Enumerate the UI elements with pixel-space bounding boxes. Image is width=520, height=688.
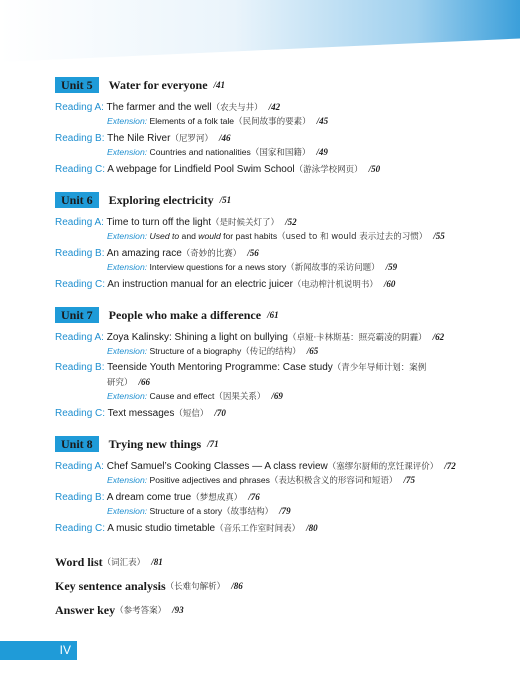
page-reference: /66 xyxy=(138,377,151,387)
extension-label: Extension: xyxy=(107,262,148,272)
page-reference: /93 xyxy=(172,605,184,615)
chinese-translation: （是时候关灯了） xyxy=(211,218,280,228)
chinese-translation: （电动榨汁机说明书） xyxy=(292,280,378,290)
extension-title: Positive adjectives and phrases xyxy=(149,475,270,485)
reading-title: Text messages xyxy=(107,408,175,419)
extension-entry xyxy=(55,261,505,275)
chinese-translation: （塞缪尔厨师的烹饪课评价） xyxy=(327,462,439,472)
unit-title: Water for everyone xyxy=(108,77,208,92)
reading-title: Zoya Kalinsky: Shining a light on bullying xyxy=(106,332,288,343)
reading-label: Reading C: xyxy=(55,408,106,419)
chinese-translation: （奇妙的比赛） xyxy=(181,249,242,259)
appendix-entry xyxy=(55,550,505,574)
reading-label: Reading B: xyxy=(55,492,105,503)
reading-label: Reading A: xyxy=(55,332,104,343)
chinese-translation: （民间故事的要素） xyxy=(234,117,311,127)
extension-title: Elements of a folk tale xyxy=(149,116,235,126)
chinese-translation: （used to 和 would 表示过去的习惯） xyxy=(277,232,428,242)
page-reference: /45 xyxy=(316,116,329,126)
reading-entry xyxy=(55,131,505,146)
chinese-translation: （游泳学校网页） xyxy=(294,165,363,175)
unit-section xyxy=(55,191,505,292)
table-of-contents xyxy=(55,76,505,622)
extension-title: Structure of a story xyxy=(149,506,223,516)
chinese-translation: （长难句解析） xyxy=(165,582,226,592)
chinese-translation: （梦想成真） xyxy=(191,493,243,503)
chinese-translation: （词汇表） xyxy=(102,558,146,568)
unit-section xyxy=(55,306,505,421)
reading-entry xyxy=(55,521,505,536)
extension-term: Used to xyxy=(149,231,180,241)
reading-title: Teenside Youth Mentoring Programme: Case study xyxy=(107,362,333,373)
page-number-tab xyxy=(0,641,77,660)
extension-text: and xyxy=(179,231,199,241)
page-reference: /52 xyxy=(285,217,297,227)
unit-badge: Unit 7 xyxy=(55,307,99,323)
reading-title: Chef Samuel’s Cooking Classes — A class review xyxy=(106,461,328,472)
unit-title: People who make a difference xyxy=(108,307,262,322)
page-reference: /86 xyxy=(231,581,243,591)
page-reference: /80 xyxy=(306,523,318,533)
extension-entry xyxy=(55,115,505,129)
extension-entry xyxy=(55,390,505,404)
chinese-translation: （传记的结构） xyxy=(241,347,301,357)
reading-entry xyxy=(55,459,505,474)
extension-entry xyxy=(55,230,505,244)
page-reference: /69 xyxy=(271,391,283,401)
appendix-entry xyxy=(55,574,505,598)
page-reference: /81 xyxy=(151,557,163,567)
chinese-translation: （音乐工作室时间表） xyxy=(215,524,301,534)
extension-term: would xyxy=(198,231,221,241)
reading-label: Reading A: xyxy=(55,461,104,472)
page-reference: /42 xyxy=(268,102,281,112)
extension-title: Cause and effect xyxy=(149,391,215,401)
unit-section xyxy=(55,76,505,177)
page-number: IV xyxy=(59,643,71,657)
reading-title: A dream come true xyxy=(106,492,192,503)
chinese-translation: （卓娅·卡林斯基：照亮霸凌的阴霾） xyxy=(287,333,427,343)
reading-title: The farmer and the well xyxy=(106,102,212,113)
extension-label: Extension: xyxy=(107,116,148,126)
reading-entry xyxy=(55,246,505,261)
chinese-translation: （尼罗河） xyxy=(170,134,213,144)
chinese-translation: （农夫与井） xyxy=(211,103,263,113)
extension-title: Structure of a biography xyxy=(149,346,242,356)
page-reference: /41 xyxy=(213,80,226,90)
extension-entry xyxy=(55,146,505,160)
reading-title: A music studio timetable xyxy=(107,523,216,534)
extension-label: Extension: xyxy=(107,475,148,485)
unit-badge: Unit 8 xyxy=(55,436,99,452)
reading-entry-continued xyxy=(55,375,505,390)
extension-text: for past habits xyxy=(220,231,278,241)
page-reference: /72 xyxy=(444,461,456,471)
unit-title: Trying new things xyxy=(108,436,202,451)
page-reference: /55 xyxy=(433,231,445,241)
extension-entry xyxy=(55,505,505,519)
reading-entry xyxy=(55,162,505,177)
chinese-translation: （参考答案） xyxy=(115,606,167,616)
reading-title: The Nile River xyxy=(107,133,171,144)
unit-heading xyxy=(55,191,505,209)
reading-label: Reading A: xyxy=(55,217,104,228)
page-reference: /71 xyxy=(207,439,219,449)
extension-label: Extension: xyxy=(107,506,148,516)
page-reference: /51 xyxy=(219,195,232,205)
reading-title: An instruction manual for an electric juicer xyxy=(107,279,293,290)
reading-label: Reading C: xyxy=(55,279,106,290)
page-reference: /76 xyxy=(248,492,260,502)
reading-label: Reading C: xyxy=(55,164,106,175)
unit-heading xyxy=(55,76,505,94)
page-reference: /70 xyxy=(214,408,226,418)
extension-entry xyxy=(55,474,505,488)
reading-entry xyxy=(55,490,505,505)
page-reference: /61 xyxy=(267,310,279,320)
page-reference: /65 xyxy=(306,346,319,356)
units-list xyxy=(55,76,505,536)
page-reference: /46 xyxy=(218,133,231,143)
reading-title: Time to turn off the light xyxy=(106,217,212,228)
chinese-translation: （短信） xyxy=(174,409,209,419)
reading-entry xyxy=(55,277,505,292)
page-reference: /59 xyxy=(385,262,398,272)
chinese-translation: （国家和国籍） xyxy=(250,148,311,158)
reading-label: Reading C: xyxy=(55,523,106,534)
reading-entry xyxy=(55,330,505,345)
extension-entry xyxy=(55,345,505,359)
chinese-translation: （因果关系） xyxy=(214,392,266,402)
reading-entry xyxy=(55,215,505,230)
appendix-title: Key sentence analysis xyxy=(55,578,166,593)
chinese-translation-continued: 研究） xyxy=(107,378,133,388)
reading-label: Reading A: xyxy=(55,102,104,113)
page-reference: /62 xyxy=(432,332,445,342)
reading-title: A webpage for Lindfield Pool Swim School xyxy=(107,164,295,175)
chinese-translation: （新闻故事的采访问题） xyxy=(286,263,380,273)
unit-badge: Unit 6 xyxy=(55,192,99,208)
chinese-translation: （故事结构） xyxy=(222,507,274,517)
page-reference: /50 xyxy=(368,164,381,174)
appendix-title: Answer key xyxy=(55,602,116,617)
reading-entry xyxy=(55,406,505,421)
chinese-translation: （表达积极含义的形容词和短语） xyxy=(269,476,398,486)
unit-heading xyxy=(55,435,505,453)
reading-label: Reading B: xyxy=(55,133,105,144)
extension-title: Countries and nationalities xyxy=(149,147,251,157)
page-reference: /49 xyxy=(316,147,328,157)
unit-heading xyxy=(55,306,505,324)
reading-label: Reading B: xyxy=(55,362,105,373)
extension-label: Extension: xyxy=(107,391,148,401)
reading-label: Reading B: xyxy=(55,248,105,259)
appendix-title: Word list xyxy=(55,554,103,569)
appendix-list xyxy=(55,550,505,622)
appendix-entry xyxy=(55,598,505,622)
reading-entry xyxy=(55,100,505,115)
extension-label: Extension: xyxy=(107,346,148,356)
reading-entry xyxy=(55,361,505,375)
page-reference: /79 xyxy=(279,506,291,516)
unit-badge: Unit 5 xyxy=(55,77,99,93)
extension-label: Extension: xyxy=(107,147,148,157)
unit-title: Exploring electricity xyxy=(108,192,214,207)
extension-title: Interview questions for a news story xyxy=(149,262,287,272)
extension-label: Extension: xyxy=(107,231,148,241)
chinese-translation: （青少年导师计划：案例 xyxy=(332,363,427,373)
page-reference: /60 xyxy=(383,279,396,289)
page-reference: /75 xyxy=(403,475,415,485)
reading-title: An amazing race xyxy=(106,248,182,259)
unit-section xyxy=(55,435,505,536)
page-reference: /56 xyxy=(247,248,259,258)
